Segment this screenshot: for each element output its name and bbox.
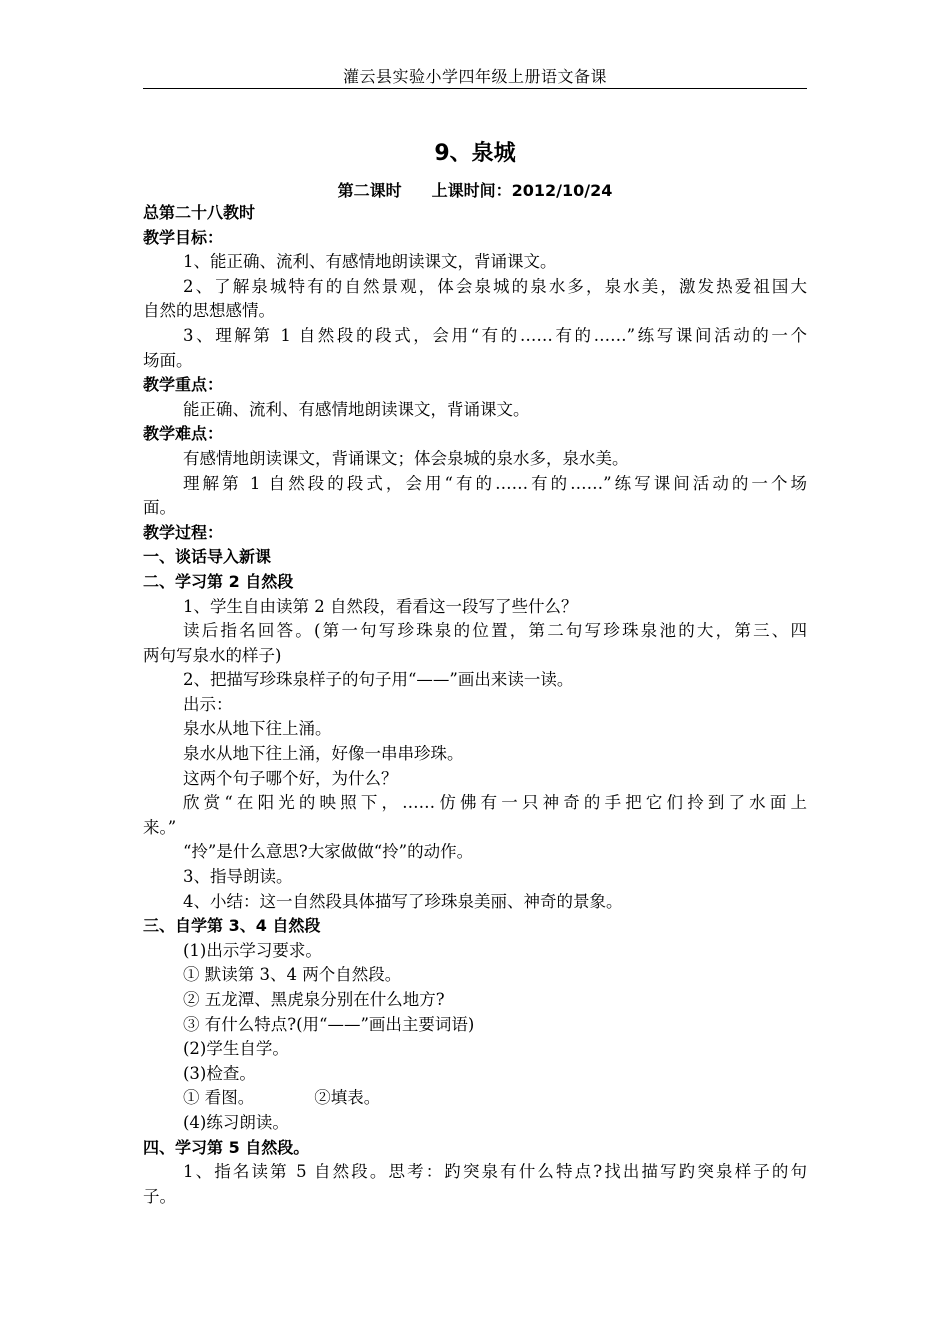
key-point-1: 能正确、流利、有感情地朗读课文，背诵课文。 [183,399,530,419]
goal-3-line-2: 场面。 [143,350,193,370]
goals-heading: 教学目标： [143,227,224,247]
step-3-item-4: ③ 有什么特点?(用“——”画出主要词语) [183,1014,475,1034]
difficulty-1: 有感情地朗读课文，背诵课文；体会泉城的泉水多，泉水美。 [183,448,629,468]
lesson-period: 第二课时 [337,181,402,200]
lesson-subtitle [143,178,807,201]
step-3-item-7 [143,1086,807,1111]
step-3-item-7-a: ① 看图。 [183,1088,255,1108]
goal-3-line-1: 3、理解第 1 自然段的段式，会用“有的……有的……”练写课间活动的一个 [183,325,807,345]
goal-1: 1、能正确、流利、有感情地朗读课文，背诵课文。 [183,252,557,272]
step-2-item-6: 泉水从地下往上涌，好像一串串珍珠。 [183,744,464,764]
step-4-item-1-line-1: 1、指名读第 5 自然段。思考：趵突泉有什么特点?找出描写趵突泉样子的句 [183,1162,807,1182]
step-2-item-2-line-2: 两句写泉水的样子) [143,645,282,665]
step-2-item-5: 泉水从地下往上涌。 [183,719,332,739]
step-1-heading: 一、谈话导入新课 [143,547,272,567]
step-2-item-10: 3、指导朗读。 [183,867,293,887]
difficulty-heading: 教学难点： [143,424,224,444]
lesson-body [143,201,807,1209]
lesson-title: 9、泉城 [434,141,516,166]
step-3-item-8: (4)练习朗读。 [183,1112,289,1132]
step-4-heading: 四、学习第 5 自然段。 [143,1137,310,1157]
step-2-item-2-line-1: 读后指名回答。(第一句写珍珠泉的位置，第二句写珍珠泉池的大，第三、四 [183,621,807,641]
step-2-item-4: 出示： [183,694,233,714]
step-3-item-1: (1)出示学习要求。 [183,940,322,960]
step-2-item-3: 2、把描写珍珠泉样子的句子用“——”画出来读一读。 [183,670,574,690]
step-2-item-11: 4、小结：这一自然段具体描写了珍珠泉美丽、神奇的景象。 [183,891,623,911]
step-3-item-6: (3)检查。 [183,1063,256,1083]
step-2-item-8-line-2: 来。” [143,817,177,837]
step-3-item-7-b: ②填表。 [314,1088,381,1108]
step-3-item-3: ② 五龙潭、黑虎泉分别在什么地方? [183,990,445,1009]
step-2-item-9: “拎”是什么意思?大家做做“拎”的动作。 [183,842,474,862]
total-period: 总第二十八教时 [143,203,256,222]
step-2-item-8-line-1: 欣赏“在阳光的映照下，……仿佛有一只神奇的手把它们拎到了水面上 [183,793,807,813]
difficulty-2-line-2: 面。 [143,498,176,518]
key-points-heading: 教学重点： [143,375,224,395]
lesson-time: 上课时间：2012/10/24 [431,181,613,200]
page-header: 灌云县实验小学四年级上册语文备课 [342,67,607,86]
step-2-item-1: 1、学生自由读第 2 自然段，看看这一段写了些什么？ [183,596,578,616]
step-4-item-1-line-2: 子。 [143,1186,176,1206]
goal-2-line-1: 2、了解泉城特有的自然景观，体会泉城的泉水多，泉水美，激发热爱祖国大 [183,276,807,296]
step-3-heading: 三、自学第 3、4 自然段 [143,916,321,936]
step-3-item-2: ① 默读第 3、4 两个自然段。 [183,965,402,985]
process-heading: 教学过程： [143,522,224,542]
difficulty-2-line-1: 理解第 1 自然段的段式，会用“有的……有的……”练写课间活动的一个场 [183,473,807,493]
goal-2-line-2: 自然的思想感情。 [143,301,275,321]
step-3-item-5: (2)学生自学。 [183,1039,289,1059]
header-divider [143,88,807,89]
step-2-heading: 二、学习第 2 自然段 [143,571,294,591]
step-2-item-7: 这两个句子哪个好，为什么？ [183,768,398,788]
